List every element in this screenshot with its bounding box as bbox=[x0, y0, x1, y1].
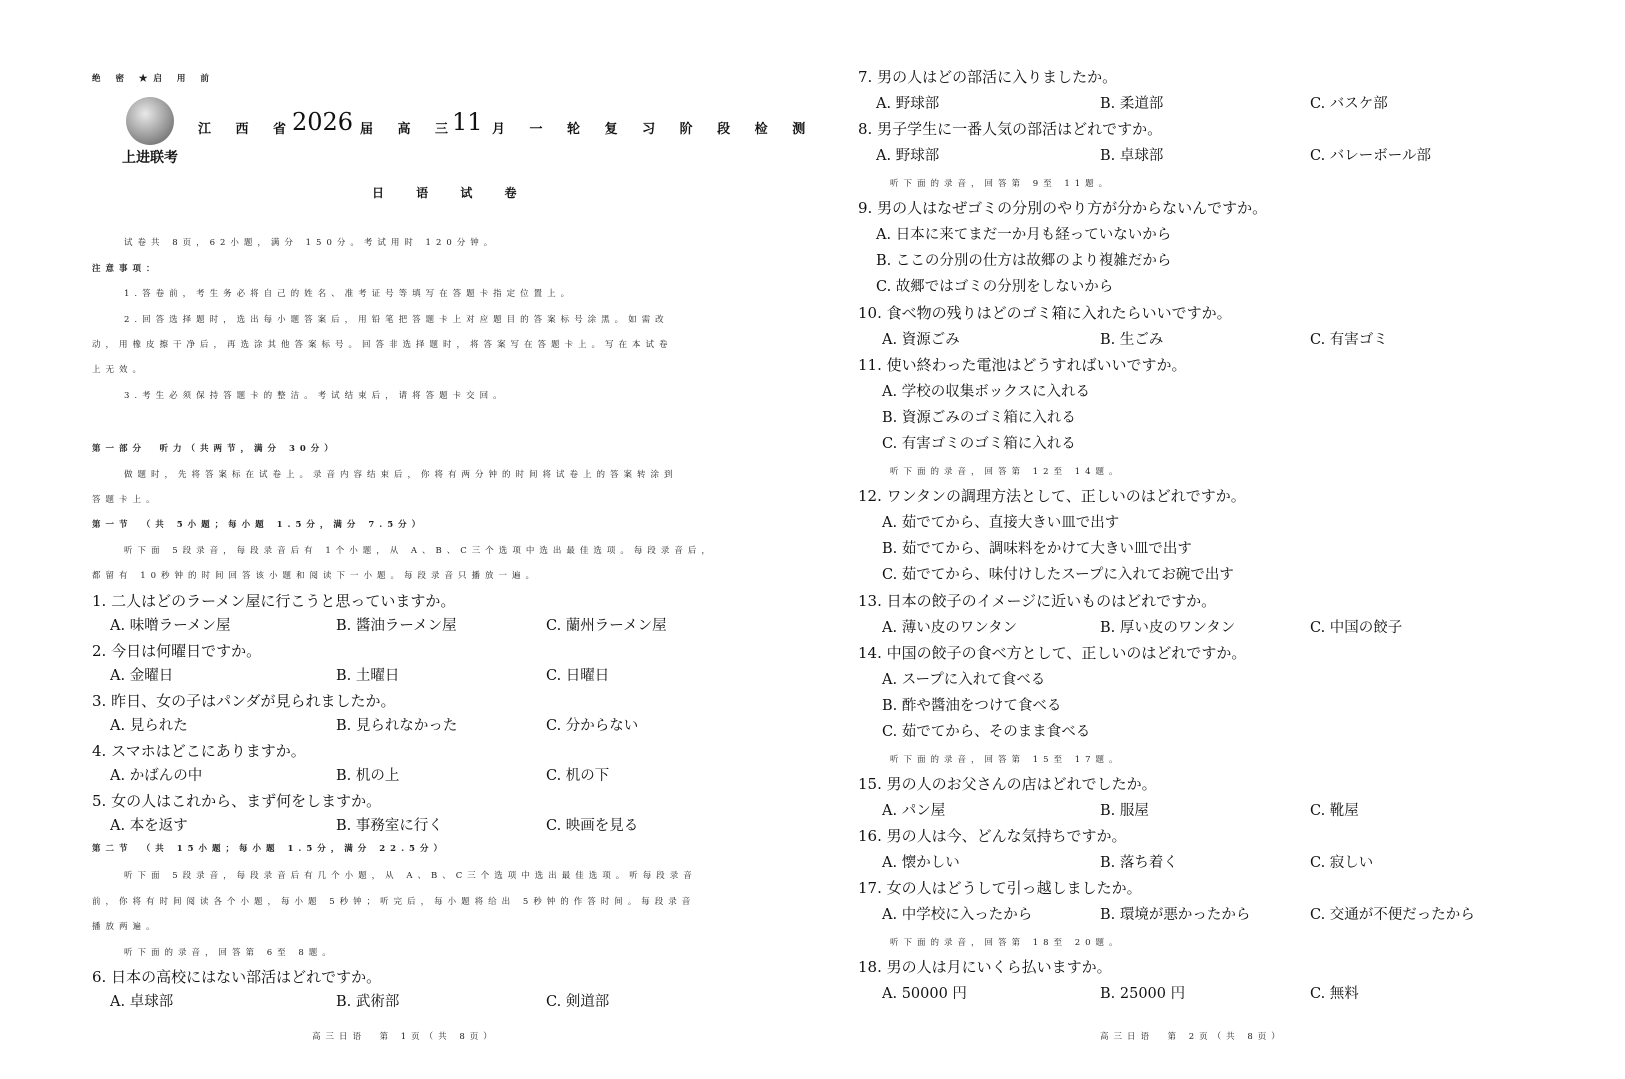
note-2-end: 上无效。 bbox=[92, 365, 147, 375]
notes-title: 注意事项： bbox=[92, 264, 160, 274]
q2-option-a: A. 金曜日 bbox=[110, 668, 174, 684]
title-year: 2026 bbox=[292, 108, 354, 136]
logo-text: 上进联考 bbox=[122, 150, 178, 166]
q11-option-b: B. 資源ごみのゴミ箱に入れる bbox=[882, 410, 1076, 426]
section2-desc-cont: 前，你将有时间阅读各个小题，每小题 5秒钟；听完后，每小题将给出 5秒钟的作答时间。每段录音 bbox=[92, 897, 696, 907]
q18-option-c: C. 無料 bbox=[1310, 986, 1359, 1002]
question-10: 10. 食べ物の残りはどのゴミ箱に入れたらいいですか。 bbox=[858, 304, 1232, 322]
q2-option-c: C. 日曜日 bbox=[546, 668, 610, 684]
title-province: 江 西 省 bbox=[198, 122, 297, 137]
q15-option-c: C. 靴屋 bbox=[1310, 803, 1359, 819]
q12-option-a: A. 茹でてから、直接大きい皿で出す bbox=[882, 515, 1120, 531]
part1-title: 第一部分 听力（共两节，满分 30分） bbox=[92, 444, 338, 454]
question-15: 15. 男の人のお父さんの店はどれでしたか。 bbox=[858, 775, 1157, 793]
section1-desc: 听下面 5段录音，每段录音后有 1个小题，从 A、B、C三个选项中选出最佳选项。每段录音后， bbox=[124, 546, 715, 556]
q4-option-a: A. かばんの中 bbox=[110, 768, 203, 784]
q6-option-c: C. 剣道部 bbox=[546, 994, 610, 1010]
q16-option-a: A. 懐かしい bbox=[882, 855, 960, 871]
note-2: 2.回答选择题时，选出每小题答案后，用铅笔把答题卡上对应题目的答案标号涂黑。如需改 bbox=[124, 315, 669, 325]
q12-option-b: B. 茹でてから、調味料をかけて大きい皿で出す bbox=[882, 541, 1192, 557]
question-16: 16. 男の人は今、どんな気持ちですか。 bbox=[858, 827, 1127, 845]
question-3: 3. 昨日、女の子はパンダが見られましたか。 bbox=[92, 692, 396, 710]
question-5: 5. 女の人はこれから、まず何をしますか。 bbox=[92, 792, 382, 810]
part1-desc: 做题时，先将答案标在试卷上。录音内容结束后，你将有两分钟的时间将试卷上的答案转涂到 bbox=[124, 470, 678, 480]
q5-option-a: A. 本を返す bbox=[110, 818, 188, 834]
q14-option-b: B. 酢や醬油をつけて食べる bbox=[882, 698, 1062, 714]
title-month: 11 bbox=[452, 108, 483, 136]
question-7: 7. 男の人はどの部活に入りましたか。 bbox=[858, 68, 1118, 86]
q16-option-b: B. 落ち着く bbox=[1100, 855, 1178, 871]
q6-option-b: B. 武術部 bbox=[336, 994, 400, 1010]
question-14: 14. 中国の餃子の食べ方として、正しいのはどれですか。 bbox=[858, 644, 1247, 662]
q17-option-a: A. 中学校に入ったから bbox=[882, 907, 1033, 923]
section2-title: 第二节 （共 15小题；每小题 1.5分，满分 22.5分） bbox=[92, 844, 447, 854]
q7-option-a: A. 野球部 bbox=[876, 96, 940, 112]
q3-option-c: C. 分からない bbox=[546, 718, 639, 734]
q15-option-a: A. パン屋 bbox=[882, 803, 946, 819]
question-13: 13. 日本の餃子のイメージに近いものはどれですか。 bbox=[858, 592, 1217, 610]
page-2-footer: 高三日语 第 2页（共 8页） bbox=[1100, 1032, 1285, 1042]
q13-option-b: B. 厚い皮のワンタン bbox=[1100, 620, 1236, 636]
q1-option-a: A. 味噌ラーメン屋 bbox=[110, 618, 231, 634]
q4-option-b: B. 机の上 bbox=[336, 768, 400, 784]
q5-option-c: C. 映画を見る bbox=[546, 818, 639, 834]
title-grade: 届 高 三 bbox=[360, 122, 459, 137]
q14-option-a: A. スープに入れて食べる bbox=[882, 672, 1046, 688]
q9-option-a: A. 日本に来てまだ一か月も経っていないから bbox=[876, 227, 1172, 243]
q8-option-b: B. 卓球部 bbox=[1100, 148, 1164, 164]
question-18: 18. 男の人は月にいくら払いますか。 bbox=[858, 958, 1112, 976]
q12-option-c: C. 茹でてから、味付けしたスープに入れてお碗で出す bbox=[882, 567, 1234, 583]
listen-instruction-18-20: 听下面的录音，回答第 18至 20题。 bbox=[890, 938, 1123, 948]
q8-option-a: A. 野球部 bbox=[876, 148, 940, 164]
question-2: 2. 今日は何曜日ですか。 bbox=[92, 642, 262, 660]
question-4: 4. スマホはどこにありますか。 bbox=[92, 742, 306, 760]
q15-option-b: B. 服屋 bbox=[1100, 803, 1149, 819]
q13-option-c: C. 中国の餃子 bbox=[1310, 620, 1403, 636]
q16-option-c: C. 寂しい bbox=[1310, 855, 1374, 871]
q1-option-b: B. 醬油ラーメン屋 bbox=[336, 618, 457, 634]
q18-option-a: A. 50000 円 bbox=[882, 986, 967, 1002]
q10-option-b: B. 生ごみ bbox=[1100, 332, 1164, 348]
note-1: 1.答卷前，考生务必将自己的姓名、准考证号等填写在答题卡指定位置上。 bbox=[124, 289, 575, 299]
listen-instruction-15-17: 听下面的录音，回答第 15至 17题。 bbox=[890, 755, 1123, 765]
confidential-label: 绝 密 ★启 用 前 bbox=[92, 74, 215, 84]
q7-option-b: B. 柔道部 bbox=[1100, 96, 1164, 112]
title-exam: 月 一 轮 复 习 阶 段 检 测 bbox=[492, 122, 816, 137]
q1-option-c: C. 蘭州ラーメン屋 bbox=[546, 618, 667, 634]
q11-option-a: A. 学校の収集ボックスに入れる bbox=[882, 384, 1091, 400]
section1-title: 第一节 （共 5小题；每小题 1.5分，满分 7.5分） bbox=[92, 520, 426, 530]
q9-option-c: C. 故郷ではゴミの分別をしないから bbox=[876, 279, 1114, 295]
section2-desc-end: 播放两遍。 bbox=[92, 922, 160, 932]
q6-option-a: A. 卓球部 bbox=[110, 994, 174, 1010]
question-9: 9. 男の人はなぜゴミの分別のやり方が分からないんですか。 bbox=[858, 199, 1268, 217]
page-1-footer: 高三日语 第 1页（共 8页） bbox=[312, 1032, 497, 1042]
q7-option-c: C. バスケ部 bbox=[1310, 96, 1388, 112]
q8-option-c: C. バレーボール部 bbox=[1310, 148, 1432, 164]
question-11: 11. 使い終わった電池はどうすればいいですか。 bbox=[858, 356, 1187, 374]
section1-desc-cont: 都留有 10秒钟的时间回答该小题和阅读下一小题。每段录音只播放一遍。 bbox=[92, 571, 540, 581]
q4-option-c: C. 机の下 bbox=[546, 768, 610, 784]
question-12: 12. ワンタンの調理方法として、正しいのはどれですか。 bbox=[858, 487, 1246, 505]
q14-option-c: C. 茹でてから、そのまま食べる bbox=[882, 724, 1091, 740]
part1-desc-cont: 答题卡上。 bbox=[92, 495, 160, 505]
q2-option-b: B. 土曜日 bbox=[336, 668, 400, 684]
question-6: 6. 日本の高校にはない部活はどれですか。 bbox=[92, 968, 382, 986]
listen-instruction-12-14: 听下面的录音，回答第 12至 14题。 bbox=[890, 467, 1123, 477]
q18-option-b: B. 25000 円 bbox=[1100, 986, 1186, 1002]
question-17: 17. 女の人はどうして引っ越しましたか。 bbox=[858, 879, 1142, 897]
q17-option-c: C. 交通が不便だったから bbox=[1310, 907, 1475, 923]
q3-option-a: A. 見られた bbox=[110, 718, 188, 734]
q10-option-c: C. 有害ゴミ bbox=[1310, 332, 1388, 348]
q13-option-a: A. 薄い皮のワンタン bbox=[882, 620, 1018, 636]
question-1: 1. 二人はどのラーメン屋に行こうと思っていますか。 bbox=[92, 592, 456, 610]
question-8: 8. 男子学生に一番人気の部活はどれですか。 bbox=[858, 120, 1163, 138]
q17-option-b: B. 環境が悪かったから bbox=[1100, 907, 1251, 923]
q5-option-b: B. 事務室に行く bbox=[336, 818, 443, 834]
q3-option-b: B. 見られなかった bbox=[336, 718, 458, 734]
note-2-cont: 动，用橡皮擦干净后，再选涂其他答案标号。回答非选择题时，将答案写在答题卡上。写在本试卷 bbox=[92, 340, 673, 350]
subject-title: 日 语 试 卷 bbox=[372, 186, 531, 200]
logo-emblem-icon bbox=[126, 97, 174, 145]
listen-instruction-6-8: 听下面的录音，回答第 6至 8题。 bbox=[124, 948, 336, 958]
q9-option-b: B. ここの分別の仕方は故郷のより複雑だから bbox=[876, 253, 1172, 269]
logo bbox=[122, 97, 186, 167]
section2-desc: 听下面 5段录音，每段录音后有几个小题，从 A、B、C三个选项中选出最佳选项。听每段录音 bbox=[124, 871, 697, 881]
exam-info: 试卷共 8页，62小题，满分 150分。考试用时 120分钟。 bbox=[124, 238, 498, 248]
listen-instruction-9-11: 听下面的录音，回答第 9至 11题。 bbox=[890, 179, 1113, 189]
note-3: 3.考生必须保持答题卡的整洁。考试结束后，请将答题卡交回。 bbox=[124, 391, 507, 401]
q11-option-c: C. 有害ゴミのゴミ箱に入れる bbox=[882, 436, 1076, 452]
q10-option-a: A. 資源ごみ bbox=[882, 332, 960, 348]
